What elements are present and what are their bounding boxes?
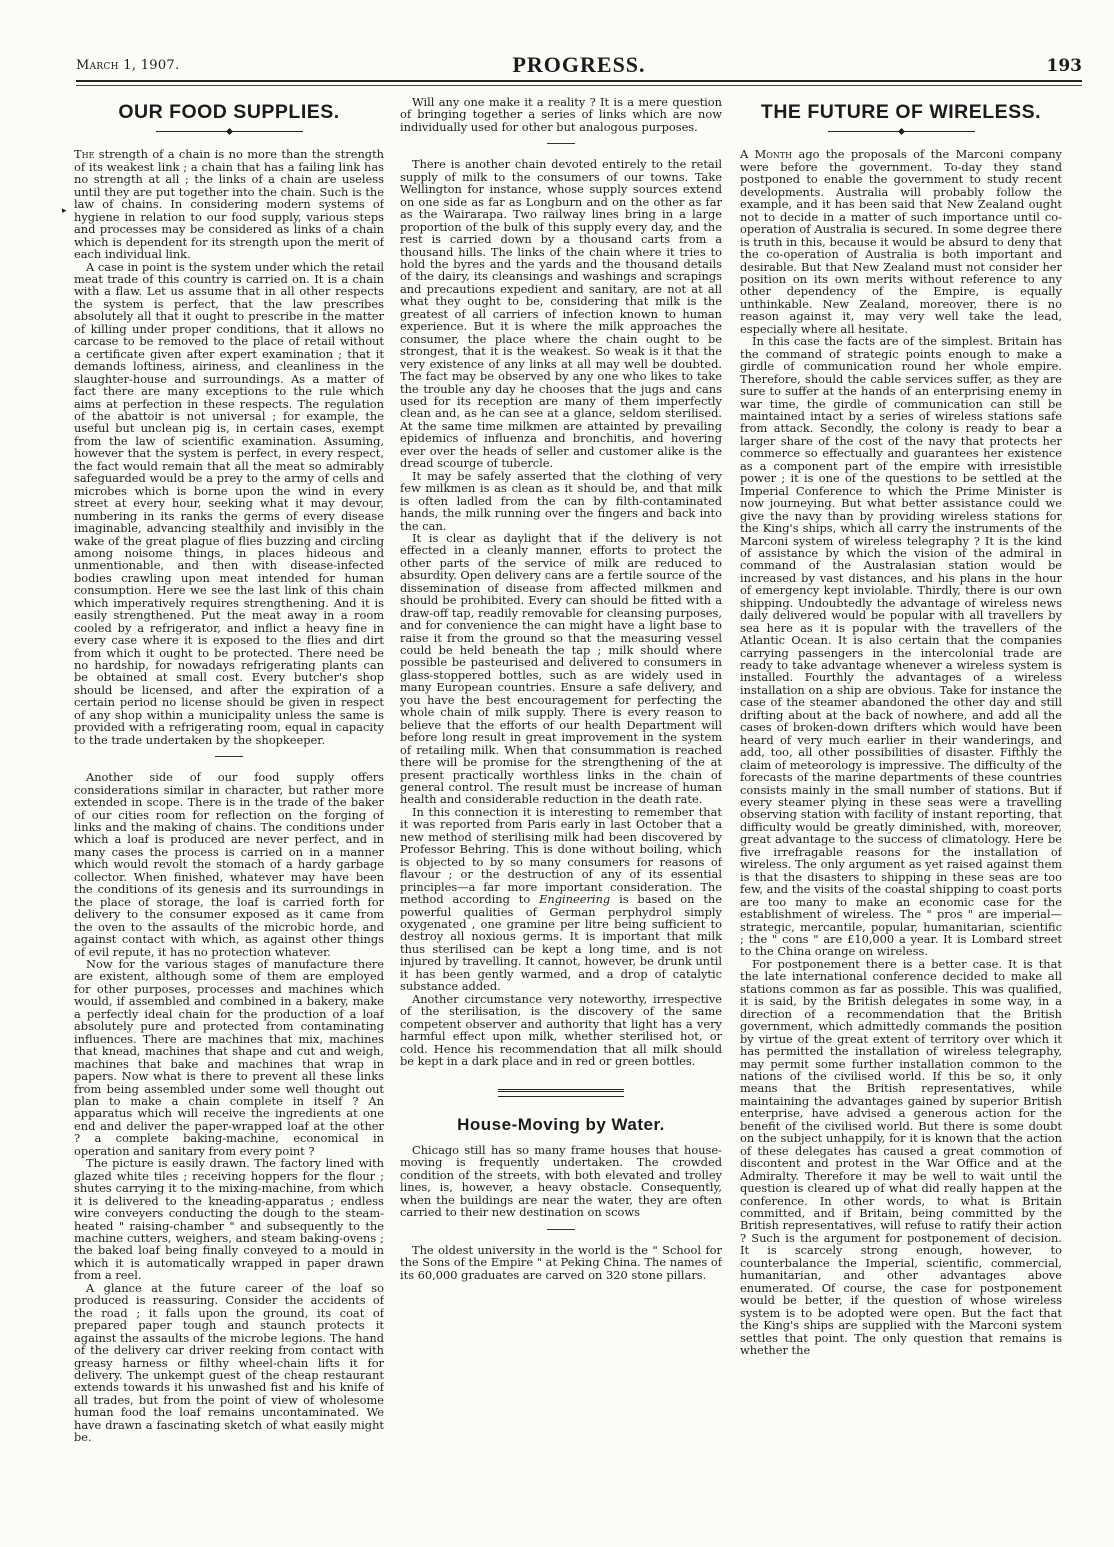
food-paragraph: It may be safely asserted that the clothing of very few milkmen is as clean as it should be, and that milk is often ladled from the can by filth-contaminated hands, the milk running over the fingers and back into the can.: [400, 468, 722, 533]
food-paragraph: In this connection it is interesting to remember that it was reported from Paris early in last October that a new method of sterilising milk had been discovered by Professor Behring. This is done without boiling, which is objected to by so many consumers for reasons of flavour ; or the destruction of any of its essential principles—a far more important consideration. The method according to Engineering is based on the powerful qualities of German perphydrol simply oxygenated , one gramine per litre being sufficient to destroy all noxious germs. It is important that milk thus sterilised can be kept a long time, and is not injured by travelling. It cannot, however, be drunk until it has been gently warmed, and a drop of catalytic substance added.: [400, 804, 722, 994]
column-1: [74, 96, 384, 1516]
food-lead-word: The: [74, 147, 95, 162]
house-paragraph: Chicago still has so many frame houses that house-moving is frequently undertaken. The crowded condition of the streets, with both elevated and trolley lines, is, however, a heavy obstacle. Consequently, when the buildings are near the water, they are often carried to their new destination on scows: [400, 1142, 722, 1220]
food-paragraph: A case in point is the system under which the retail meat trade of this country is carried on. It is a chain with a flaw. Let us assume that in all other respects the system is perfect, that the law prescribes absolutely all that it ought to prescribe in the matter of killing under proper conditions, that it allows no carcase to be removed to the place of retail without a certificate given after expert examination ; that it demands loftiness, airiness, and cleanliness in the slaughter-house and surroundings. As a matter of fact there are many exceptions to the rule which aims at perfection in these respects. The regulation of the abattoir is not universal ; for example, the useful but unclean pig is, in certain cases, exempt from the law of scientific examination. Assuming, however that the system is perfect, in every respect, the fact would remain that all the meat so admirably safeguarded would be a prey to the army of cells and microbes which is borne upon the wind in every street at every hour, seeking what it may devour, numbering in its ranks the germs of every disease imaginable, advancing stealthily and invisibly in the wake of the great plague of flies buzzing and circling among noisome things, in places hideous and unmentionable, and then with disease-infected bodies crawling upon meat intended for human consumption. Here we see the last link of this chain which imperatively requires strengthening. And it is easily strengthened. Put the meat away in a room cooled by a refrigerator, and inflict a heavy fine in every case where it is exposed to the flies and dirt from which it ought to be protected. There need be no hardship, for nowadays refrigerating plants can be obtained at small cost. Every butcher's shop should be licensed, and after the expiration of a certain period no license should be given in respect of any shop within a municipality unless the same is provided with a refrigerating room, equal in capacity to the trade undertaken by the shopkeeper.: [74, 259, 384, 747]
wireless-paragraph: In this case the facts are of the simplest. Britain has the command of strategic points enough to make a girdle of communication round her whole empire. Therefore, should the cable services suffer, as they are sure to suffer at the hands of an enterprising enemy in war time, the girdle of communication can still be maintained intact by a series of wireless stations safe from attack. Secondly, the colony is ready to bear a larger share of the cost of the navy that protects her commerce so effectually and guarantees her existence as a component part of the empire with irresistible power ; it is one of the questions to be settled at the Imperial Conference to which the Prime Minister is now journeying. But what better assistance could we give the navy than by providing wireless stations for the King's ships, which all carry the instruments of the Marconi system of wireless telegraphy ? It is the kind of assistance by which the vision of the admiral in command of the Australasian station would be increased by vast distances, and his plans in the hour of emergency kept inviolable. Thirdly, there is our own shipping. Undoubtedly the advantage of wireless news daily delivered would be popular with all travellers by sea here as it is popular with the travellers of the Atlantic Ocean. It is also certain that the companies carrying passengers in the intercolonial trade are ready to take advantage whenever a wireless system is installed. Fourthly the advantages of a wireless installation on a ship are obvious. Take for instance the case of the steamer abandoned the other day and still drifting about at the back of nowhere, and add all the cases of broken-down drifters which would have been heard of very much earlier in their wanderings, and add, too, all other possibilities of disaster. Fifthly the claim of meteorology is impressive. The difficulty of the forecasts of the marine departments of these countries consists mainly in the small number of stations. But if every steamer plying in these seas were a travelling observing station with facility of instant reporting, that difficulty would be greatly diminished, with, moreover, great advantage to the success of climatology. Here be five irrefragable reasons for the installation of wireless. The only argument as yet raised against them is that the disasters to shipping in these seas are too few, and the visits of the coastal shipping to coast ports are too many to make an economic case for the establishment of wireless. The " pros " are imperial—strategic, mercantile, popular, humanitarian, scientific ; the " cons " are £10,000 a year. It is Lombard street to the China orange on wireless.: [740, 334, 1062, 959]
food-paragraph: Another side of our food supply offers considerations similar in character, but rather more extended in scope. There is in the trade of the baker of our cities room for reflection on the forging of links and the making of chains. The conditions under which a loaf is produced are never perfect, and in many cases the process is carried on in a manner which would revolt the stomach of a hardy garbage collector. When finished, whatever may have been the conditions of its genesis and its surroundings in the place of storage, the loaf is carried forth for delivery to the consumer exposed as it came from the oven to the assaults of the microbic horde, and against contact with which, as against other things of evil repute, it has no protection whatever.: [74, 770, 384, 959]
page-number: 193: [1046, 56, 1082, 76]
house-article-title: House-Moving by Water.: [457, 1115, 665, 1135]
engineering-citation: Engineering: [539, 892, 611, 907]
margin-mark-icon: ▸: [62, 206, 67, 216]
food-paragraph: Will any one make it a reality ? It is a mere question of bringing together a series of links which are now individually used for other but analogous purposes.: [400, 96, 722, 134]
food-paragraph: A glance at the future career of the loaf so produced is reassuring. Consider the accidents of the road ; it falls upon the ground, its coat of prepared paper tough and staunch protects it against the assaults of the microbe legions. The hand of the delivery car driver reeking from contact with greasy harness or filthy wheel-chain lifts it for delivery. The unkempt guest of the cheap restaurant extends towards it his unwashed fist and his knife of all trades, but from the point of view of wholesome human food the loaf remains uncontaminated. We have drawn a fascinating sketch of what easily might be.: [74, 1280, 384, 1445]
university-paragraph: The oldest university in the world is the " School for the Sons of the Empire " at Peking China. The names of its 60,000 graduates are carved on 320 stone pillars.: [400, 1242, 722, 1282]
page-header: [76, 52, 1082, 78]
header-rule-thick: [76, 80, 1082, 82]
food-paragraph: There is another chain devoted entirely to the retail supply of milk to the consumers of our towns. Take Wellington for instance, whose supply sources extend on one side as far as Longburn and on the other as far as the Wairarapa. Two railway lines bring in a large proportion of the bulk of this supply every day, and the rest is carried down by a thousand carts from a thousand hills. The links of the chain where it tries to hold the byres and the yards and the thousand details of the dairy, its cleansings and washings and scrapings and precautions expedient and sanitary, are not at all what they ought to be, considering that milk is the greatest of all carriers of infection known to human experience. But it is where the milk approaches the consumer, the place where the chain ought to be strongest, that it is the weakest. So weak is it that the very existence of any links at all may well be doubted. The fact may be observed by any one who likes to take the trouble any day he chooses that the jugs and cans used for its reception are many of them imperfectly clean and, as he can see at a glance, seldom sterilised. At the same time milkmen are attainted by prevailing epidemics of influenza and bronchitis, and hovering ever over the heads of seller and customer alike is the dread scourge of tubercle.: [400, 157, 722, 471]
food-paragraph: Now for the various stages of manufacture there are existent, although some of them are employed for other purposes, processes and machines which would, if assembled and combined in a bakery, make a perfectly ideal chain for the production of a loaf absolutely pure and protected from contaminating influences. There are machines that mix, machines that knead, machines that shape and cut and weigh, machines that bake and machines that wrap in papers. Now what is there to prevent all these links from being assembled under some well thought out plan to make a chain complete in itself ? An apparatus which will receive the ingredients at one end and deliver the paper-wrapped loaf at the other ? a complete baking-machine, economical in operation and sanitary from every point ?: [74, 957, 384, 1158]
food-paragraph: Another circumstance very noteworthy, irrespective of the sterilisation, is the discovery of the same competent observer and authority that light has a very harmful effect upon milk, whether sterilised hot, or cold. Hence his recommendation that all milk should be kept in a dark place and in red or green bottles.: [400, 991, 722, 1068]
article-divider: [498, 1089, 624, 1097]
title-ornament: [740, 124, 1062, 134]
wireless-lead-word: A Month: [740, 147, 793, 162]
publication-title: PROGRESS.: [512, 52, 646, 77]
section-divider: [215, 756, 243, 757]
food-paragraph: The strength of a chain is no more than the strength of its weakest link ; a chain that has a failing link has no strength at all ; the links of a chain are useless until they are put together into the chain. Such is the law of chains. In considering modern systems of hygiene in relation to our food supply, various steps and processes may be considered as links of a chain which is dependent for its strength upon the merit of each individual link.: [74, 147, 384, 262]
food-article-title: OUR FOOD SUPPLIES.: [118, 101, 340, 123]
title-ornament: [74, 124, 384, 134]
wireless-paragraph: A Month ago the proposals of the Marconi company were before the government. To-day they stand postponed to enable the government to study recent developments. Australia will probably follow the example, and it has been said that New Zealand ought not to decide in a matter of such importance until co-operation of Australia is secured. In some degree there is truth in this, because it would be absurd to deny that the co-operation of Australia is both important and desirable. But that New Zealand must not consider her position on its own merits without reference to any other dependency of the Empire, is equally unthinkable. New Zealand, moreover, there is no reason against it, may very well take the lead, especially where all hesitate.: [740, 147, 1062, 336]
wireless-article-title: THE FUTURE OF WIRELESS.: [760, 101, 1042, 123]
wireless-paragraph: For postponement there is a better case. It is that the late international conference decided to make all stations common as far as possible. This was qualified, it is said, by the British delegates in some way, in a direction of a recommendation that the British government, which admittedly commands the position by virtue of the great extent of territory over which it has permitted the installation of wireless telegraphy, may permit some further installation common to the nations of the civilised world. If this be so, it only means that the British representatives, while maintaining the advantages gained by superior British enterprise, have advised a generous action for the benefit of the civilised world. But there is some doubt on the subject unhappily, for it is known that the action of these delegates has caused a great commotion of discontent and protest in the War Office and at the Admiralty. Therefore it may be well to wait until the question is cleared up of what did really happen at the conference. In other words, to what is Britain committed, and if Britain, being committed by the British representatives, will refuse to ratify their action ? Such is the argument for postponement of decision. It is scarcely strong enough, however, to counterbalance the Imperial, scientific, commercial, humanitarian, and other advantages above enumerated. Of course, the case for postponement would be better, if the question of whose wireless system is to be adopted were open. But the fact that the King's ships are supplied with the Marconi system settles that point. The only question that remains is whether the: [740, 956, 1062, 1357]
column-2: [400, 96, 722, 1516]
food-paragraph: It is clear as daylight that if the delivery is not effected in a cleanly manner, efforts to protect the other parts of the service of milk are reduced to absurdity. Open delivery cans are a fertile source of the dissemination of disease from affected milkmen and should be prohibited. Every can should be fitted with a draw-off tap, readily removable for cleansing purposes, and for convenience the can might have a light base to raise it from the ground so that the measuring vessel could be held beneath the tap ; milk should where possible be pasteurised and delivered to consumers in glass-stoppered bottles, such as are widely used in many European countries. Ensure a safe delivery, and you have the best encouragement for perfecting the whole chain of milk supply. There is every reason to believe that the efforts of our health Department will before long result in great improvement in the system of retailing milk. When that consummation is reached there will be promise for the strengthening of the at present practically worthless links in the chain of general control. The result must be increase of human health and considerable reduction in the death rate.: [400, 530, 722, 807]
header-rule-thin: [76, 85, 1082, 86]
issue-date: March 1, 1907.: [76, 58, 180, 73]
food-paragraph: The picture is easily drawn. The factory lined with glazed white tiles ; receiving hoppers for the flour ; shutes carrying it to the mixing-machine, from which it is delivered to the kneading-apparatus ; endless wire conveyers conducting the dough to the steam-heated " raising-chamber " and subsequently to the machine cutters, weighers, and steam baking-ovens ; the baked loaf being finally conveyed to a mould in which it is automatically wrapped in paper drawn from a reel.: [74, 1156, 384, 1283]
section-divider: [547, 1229, 575, 1230]
section-divider: [547, 143, 575, 144]
column-3: [740, 96, 1062, 1516]
